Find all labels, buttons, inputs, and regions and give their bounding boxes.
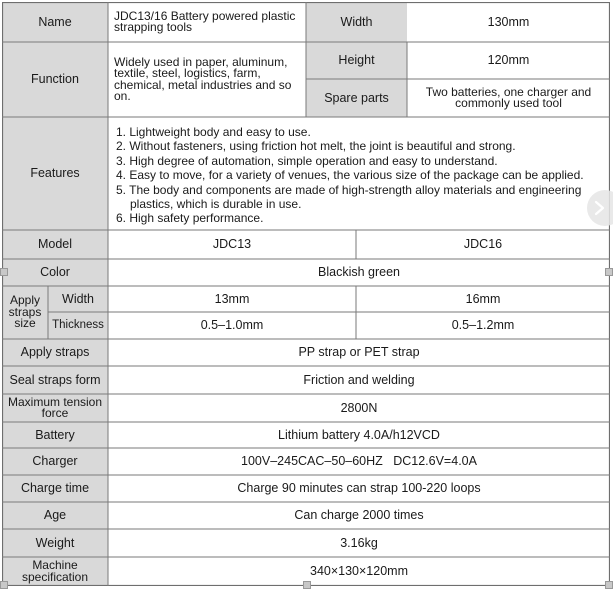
thickness-a: 0.5–1.0mm [200, 318, 264, 332]
apply-straps-label: Apply straps [20, 345, 90, 359]
feature-item: 3. High degree of automation, simple operation and easy to understand. [116, 153, 498, 168]
function-value: Widely used in paper, aluminum, textile, steel, logistics, farm, chemical, metal industries and so on. [114, 54, 292, 103]
tension-label: Maximum tension force [7, 394, 103, 420]
weight-label: Weight [35, 535, 75, 550]
strap-width-label: Width [62, 291, 94, 306]
feature-item: 4. Easy to move, for a variety of venues, the various size of the package can be applied. [116, 168, 584, 183]
charge-time-label: Charge time [20, 481, 90, 495]
apply-straps-size-label: Apply straps size [8, 293, 42, 331]
feature-item: 5. The body and components are made of high-strength alloy materials and engineering [116, 182, 582, 197]
color-label: Color [40, 265, 70, 279]
model-b: JDC16 [463, 237, 503, 251]
features-label: Features [30, 166, 80, 180]
seal-straps-value: Friction and welding [303, 372, 415, 387]
charge-time-value: Charge 90 minutes can strap 100-220 loops [237, 481, 481, 495]
strap-width-b: 16mm [465, 291, 501, 306]
height-label: Height [338, 53, 375, 67]
name-value: JDC13/16 Battery powered plastic strapping tools [114, 8, 296, 34]
spare-parts-label: Spare parts [324, 90, 389, 105]
apply-straps-value: PP strap or PET strap [298, 345, 420, 359]
resize-handle-left[interactable] [0, 268, 8, 276]
resize-handle-right[interactable] [605, 268, 613, 276]
feature-item: 2. Without fasteners, using friction hot melt, the joint is beautiful and strong. [116, 139, 516, 154]
spec-table [2, 2, 610, 586]
name-label: Name [38, 14, 72, 29]
seal-straps-label: Seal straps form [9, 372, 101, 387]
width-label: Width [340, 14, 373, 29]
tension-value: 2800N [340, 400, 378, 415]
battery-label: Battery [35, 427, 75, 442]
thickness-label: Thickness [52, 319, 104, 331]
height-value: 120mm [487, 53, 530, 67]
machine-spec-label: Machine specification [21, 558, 89, 584]
width-value: 130mm [487, 14, 530, 29]
battery-value: Lithium battery 4.0A/h12VCD [278, 427, 440, 442]
feature-item: 6. High safety performance. [116, 211, 264, 226]
charger-label: Charger [32, 454, 78, 468]
charger-value: 100V–245CAC–50–60HZ DC12.6V=4.0A [241, 454, 477, 468]
strap-width-a: 13mm [214, 291, 250, 306]
thickness-b: 0.5–1.2mm [451, 318, 515, 332]
feature-item: plastics, which is durable in use. [130, 197, 302, 212]
spare-parts-value: Two batteries, one charger and commonly used tool [425, 84, 592, 110]
feature-item: 1. Lightweight body and easy to use. [116, 125, 311, 139]
features-list [116, 125, 604, 226]
model-a: JDC13 [212, 237, 252, 251]
age-label: Age [43, 508, 67, 522]
weight-value: 3.16kg [340, 535, 378, 550]
machine-spec-value: 340×130×120mm [310, 564, 408, 578]
model-label: Model [37, 237, 73, 251]
age-value: Can charge 2000 times [294, 508, 424, 522]
function-label: Function [31, 72, 79, 86]
color-value: Blackish green [318, 265, 400, 279]
